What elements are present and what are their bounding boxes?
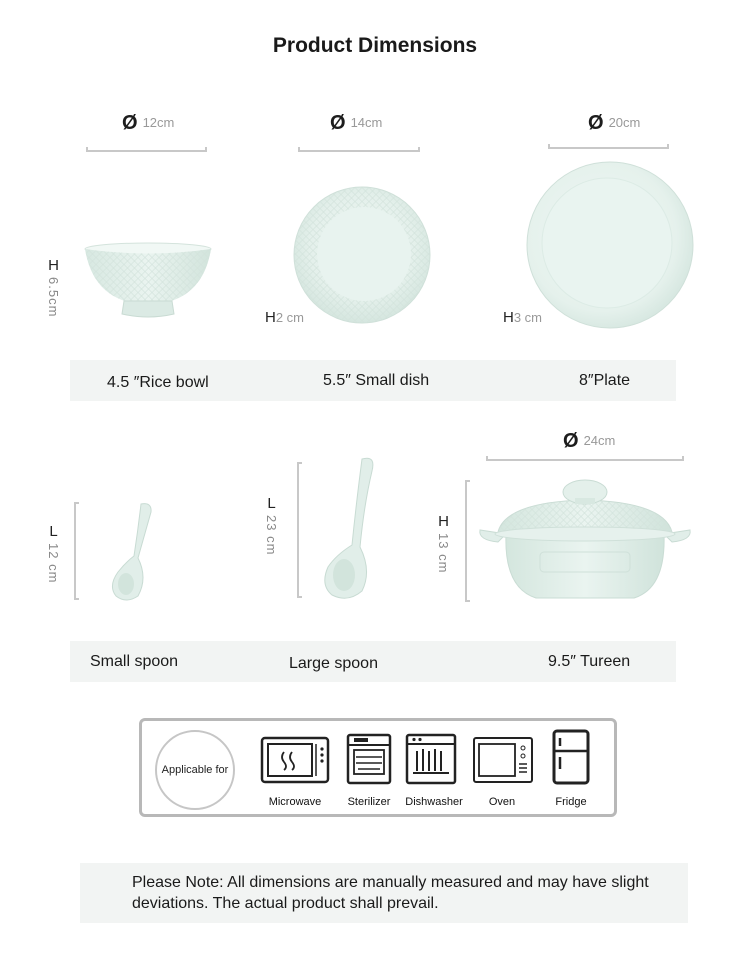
sterilizer-icon xyxy=(346,733,392,785)
small-dish-height: H2 cm xyxy=(265,309,305,326)
tureen-label: 9.5″ Tureen xyxy=(548,653,631,670)
diameter-symbol: Ø xyxy=(122,112,138,134)
tureen-image xyxy=(476,478,694,606)
plate-label: 8″Plate xyxy=(579,372,631,389)
large-spoon-length-line xyxy=(297,462,302,598)
diameter-symbol: Ø xyxy=(588,112,604,134)
plate-diameter: Ø 20cm xyxy=(588,112,641,134)
small-dish-diameter: Ø 14cm xyxy=(330,112,383,134)
small-spoon-image xyxy=(108,500,158,604)
diameter-symbol: Ø xyxy=(330,112,346,134)
rice-bowl-image xyxy=(82,240,214,322)
note-text: Please Note: All dimensions are manually measured and may have slight deviations. The actual product shall prevail. xyxy=(132,874,649,912)
dishwasher-icon xyxy=(405,733,457,785)
tureen-height: H 13 cm xyxy=(436,513,451,574)
small-spoon-length-line xyxy=(74,502,79,600)
sterilizer-label: Sterilizer xyxy=(347,796,391,808)
small-dish-image xyxy=(292,184,432,326)
dishwasher-label: Dishwasher xyxy=(405,796,463,808)
fridge-icon xyxy=(552,729,590,785)
plate-diameter-line xyxy=(548,144,669,149)
microwave-label: Microwave xyxy=(268,796,322,808)
oven-label: Oven xyxy=(488,796,516,808)
rice-bowl-height: H 6.5cm xyxy=(46,257,61,318)
rice-bowl-diameter-line xyxy=(86,147,207,152)
page-title: Product Dimensions xyxy=(272,34,478,57)
oven-icon xyxy=(472,736,534,784)
small-spoon-label: Small spoon xyxy=(90,653,179,670)
tureen-diameter: Ø 24cm xyxy=(563,430,616,452)
fridge-label: Fridge xyxy=(555,796,587,808)
tureen-height-line xyxy=(465,480,470,602)
microwave-icon xyxy=(260,736,330,786)
large-spoon-image xyxy=(318,455,378,605)
applicable-badge: Applicable for xyxy=(155,730,235,810)
plate-image xyxy=(525,160,695,330)
plate-height: H3 cm xyxy=(503,309,543,326)
rice-bowl-label: 4.5 ″Rice bowl xyxy=(107,374,209,391)
large-spoon-length: L 23 cm xyxy=(264,495,279,556)
rice-bowl-diameter: Ø 12cm xyxy=(122,112,175,134)
small-dish-diameter-line xyxy=(298,147,420,152)
large-spoon-label: Large spoon xyxy=(289,655,378,672)
small-spoon-length: L 12 cm xyxy=(46,523,61,584)
tureen-diameter-line xyxy=(486,456,684,461)
small-dish-label: 5.5″ Small dish xyxy=(323,372,430,389)
diameter-symbol: Ø xyxy=(563,430,579,452)
